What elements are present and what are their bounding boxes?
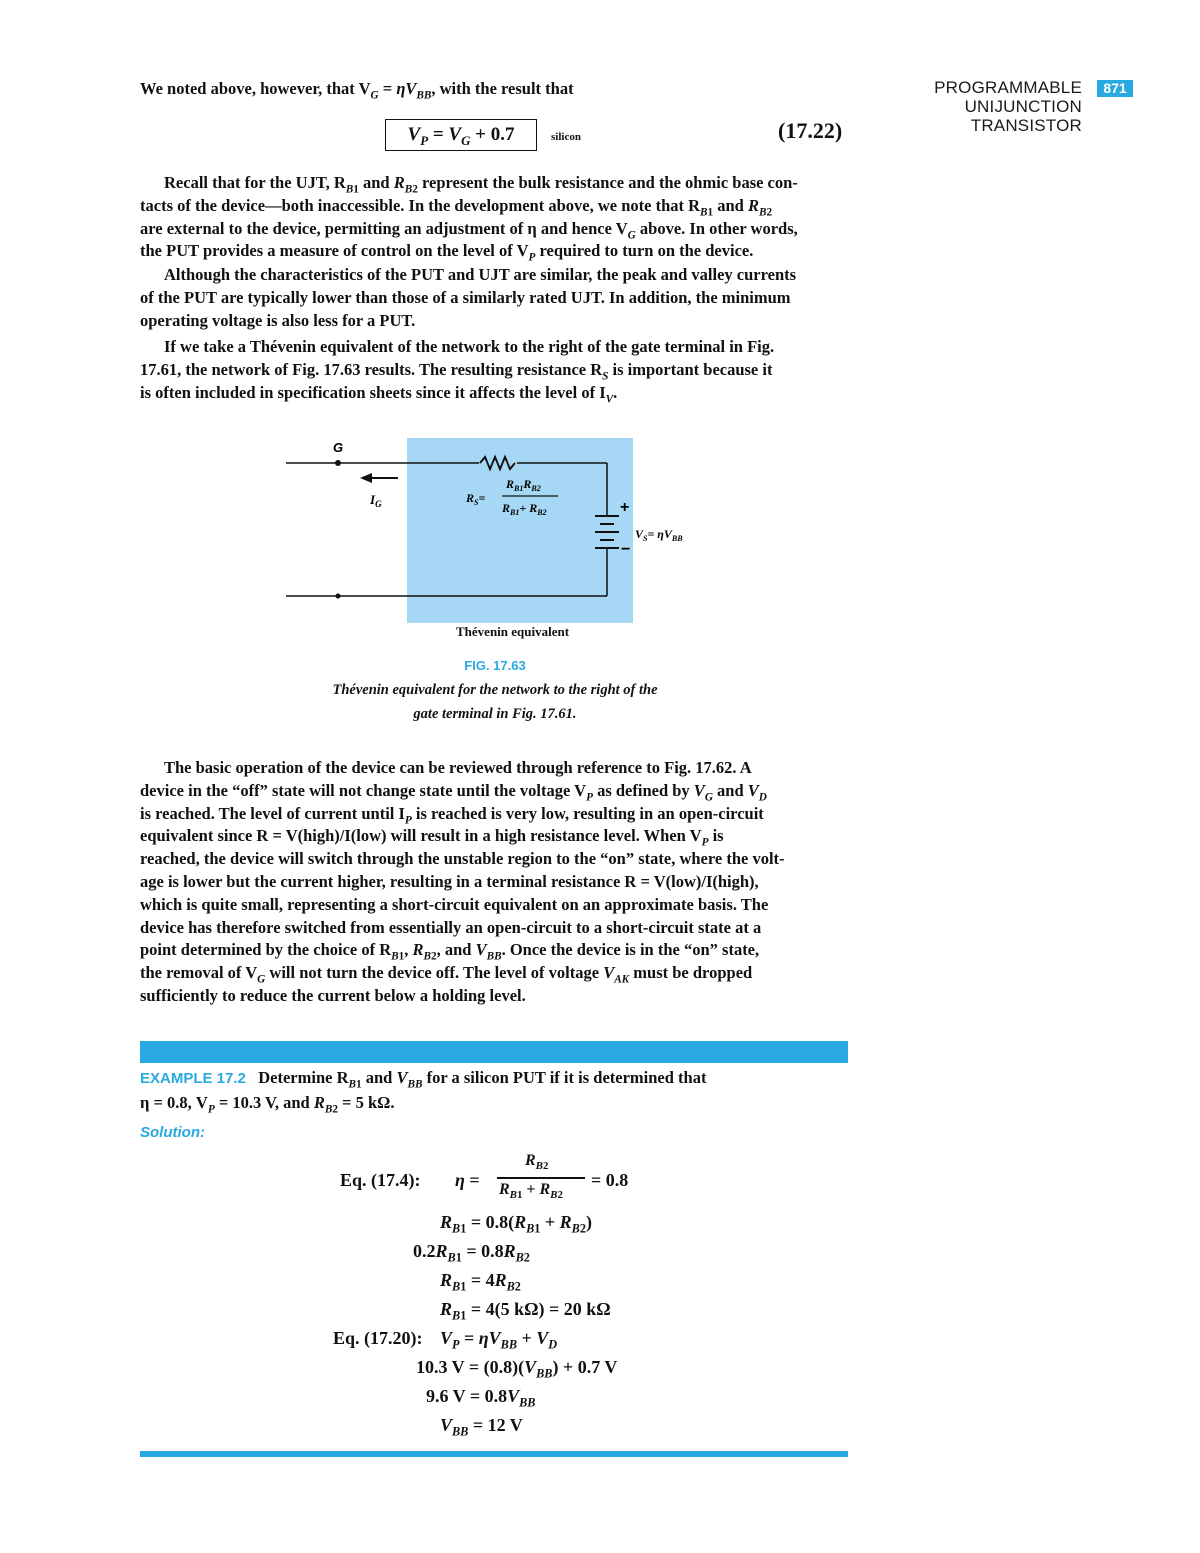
figure-label: FIG. 17.63 <box>464 658 526 673</box>
gate-terminal <box>335 460 341 466</box>
paragraph-4: The basic operation of the device can be reviewed through reference to Fig. 17.62. A device in the “off” state will not change state until the voltage $V_P$ as defined by $V_G$ and $V_D$ is reached. The level of current until $I_P$ is reached is very low, resulting in an open-circuit equivalent since R = V(high)/I(low) will result in a high resistance level. When $V_P$ is reached, the device will switch through the unstable region to the “on” state, where the volt- age is lower but the current higher, resulting in a terminal resistance R = V(low)/I(high), which is quite small, representing a short-circuit equivalent on an approximate basis. The device has therefore switched from essentially an open-circuit to a short-circuit state at a point determined by the choice of $R_{B1}$, $R_{B2}$, and $V_{BB}$. Once the device is in the “on” state, the removal of $V_G$ will not turn the device off. The level of voltage $V_{AK}$ must be dropped sufficiently to reduce the current below a holding level. <box>140 757 848 1008</box>
current-label: $I_G$ <box>370 492 382 509</box>
text-line: age is lower but the current higher, resulting in a terminal resistance R = V(low)/I(high), <box>140 871 759 891</box>
math-line-2: $0.2R_{B1} = 0.8R_{B2}$ <box>413 1241 530 1265</box>
figure-caption <box>300 678 690 726</box>
text-line: device in the “off” state will not change state until the voltage V <box>140 780 587 800</box>
page-number: 871 <box>1097 80 1133 97</box>
math-line-7: 9.6 $V = 0.8V_{BB}$ <box>426 1386 536 1410</box>
rs-numerator: $R_{B1}R_{B2}$ <box>506 477 541 493</box>
running-head <box>934 78 1082 135</box>
text-line: is often included in specification sheets since it affects the level of I <box>140 382 606 402</box>
example-statement: EXAMPLE 17.2 Determine $R_{B1}$ and $V_{BB}$ for a silicon PUT if it is determined that η = 0.8, $V_P = 10.3$ V, and $R_{B2} = 5$ kΩ. <box>140 1068 707 1116</box>
running-head-line: TRANSISTOR <box>970 116 1082 135</box>
text-line: device has therefore switched from essentially an open-circuit to a short-circuit state at a <box>140 917 762 937</box>
equation-note: silicon <box>551 131 581 143</box>
figure-subcaption: Thévenin equivalent <box>456 624 570 639</box>
gate-label: G <box>333 440 344 455</box>
math-line-3: $R_{B1} = 4R_{B2}$ <box>440 1270 521 1294</box>
example-text: η = 0.8, V <box>140 1093 208 1112</box>
text-line: tacts of the device—both inaccessible. In the development above, we note that R <box>140 195 701 215</box>
math-eta-value: = 0.8 <box>591 1170 629 1190</box>
math-line-8: $V_{BB} = 12$ V <box>440 1415 523 1439</box>
equation-box: $V_P = V_G + 0.7$ <box>385 119 537 151</box>
eq-ref-2: Eq. (17.20): <box>333 1328 423 1348</box>
text-line: Although the characteristics of the PUT and UJT are similar, the peak and valley currents <box>164 265 797 284</box>
math-frac-num: $R_{B2}$ <box>525 1152 549 1173</box>
circuit-diagram <box>280 436 740 626</box>
paragraph-2 <box>140 264 848 332</box>
vs-label: $V_S= \eta V_{BB}$ <box>635 527 683 543</box>
math-line-6: 10.3 $V = (0.8)(V_{BB}) + 0.7$ V <box>416 1357 618 1381</box>
running-head-line: PROGRAMMABLE <box>934 78 1082 97</box>
rs-denominator: $R_{B1}+ R_{B2}$ <box>502 501 547 517</box>
text-line: which is quite small, representing a short-circuit equivalent on an approximate basis. The <box>140 894 769 914</box>
text-line: Recall that for the UJT, R <box>164 173 346 192</box>
text-line: operating voltage is also less for a PUT. <box>140 310 416 330</box>
text-line: The basic operation of the device can be reviewed through reference to Fig. 17.62. A <box>164 758 752 777</box>
text-line: 17.61, the network of Fig. 17.63 results. The resulting resistance R <box>140 359 603 379</box>
text-line: the removal of V <box>140 963 258 983</box>
example-text: Determine R <box>258 1068 349 1087</box>
math-frac-den: $R_{B1} + R_{B2}$ <box>499 1181 563 1202</box>
math-eta: η = <box>455 1170 480 1190</box>
plus-sign: + <box>620 499 630 516</box>
example-label: EXAMPLE 17.2 <box>140 1070 246 1087</box>
text-line: the PUT provides a measure of control on the level of V <box>140 241 529 261</box>
eq-ref-1: Eq. (17.4): <box>340 1170 421 1190</box>
example-top-bar <box>140 1041 848 1063</box>
math-frac-bar <box>497 1177 585 1179</box>
paragraph-3: If we take a Thévenin equivalent of the network to the right of the gate terminal in Fig. 17.61, the network of Fig. 17.63 results. The resulting resistance $R_S$ is important because it is often included in specification sheets since it affects the level of $I_V$. <box>140 336 848 404</box>
result-rb1: 20 kΩ <box>563 1299 611 1319</box>
equation-number: (17.22) <box>778 118 843 143</box>
caption-line: gate terminal in Fig. 17.61. <box>413 706 577 722</box>
text-line: of the PUT are typically lower than those of a similarly rated UJT. In addition, the minimum <box>140 287 791 307</box>
math-line-4: $R_{B1} = 4(5$ kΩ) = 20 kΩ <box>440 1299 611 1323</box>
text-line: sufficiently to reduce the current below a holding level. <box>140 985 526 1005</box>
math-line-5: $V_P = \eta V_{BB} + V_D$ <box>440 1328 558 1352</box>
text-line: equivalent since R = V(high)/I(low) will result in a high resistance level. When V <box>140 826 702 846</box>
result-vbb: 12 V <box>487 1415 523 1435</box>
text-line: reached, the device will switch through the unstable region to the “on” state, where the volt- <box>140 849 785 869</box>
solution-label: Solution: <box>140 1124 205 1141</box>
text-line: If we take a Thévenin equivalent of the network to the right of the gate terminal in Fig. <box>164 337 775 356</box>
rs-label: $R_S=$ <box>466 491 486 507</box>
intro-text: We noted above, however, that V <box>140 79 371 98</box>
bottom-terminal <box>336 594 341 599</box>
text-line: point determined by the choice of R <box>140 940 392 960</box>
minus-sign: − <box>621 541 631 558</box>
intro-paragraph: We noted above, however, that $V_G = \eta V_{BB}$, with the result that <box>140 79 574 102</box>
text-line: are external to the device, permitting an adjustment of η and hence V <box>140 218 628 238</box>
running-head-line: UNIJUNCTION <box>964 97 1082 116</box>
example-bottom-bar <box>140 1451 848 1457</box>
paragraph-1: Recall that for the UJT, $R_{B1}$ and $R_{B2}$ represent the bulk resistance and the ohmic base con- tacts of the device—both inaccessible. In the development above, we note that $R_{B1}$ and $R_{B2}$ are external to the device, permitting an adjustment of η and hence $V_G$ above. In other words, the PUT provides a measure of control on the level of $V_P$ required to turn on the device. <box>140 173 798 264</box>
caption-line: Thévenin equivalent for the network to the right of the <box>332 682 658 698</box>
math-line-1: $R_{B1} = 0.8(R_{B1} + R_{B2})$ <box>440 1212 592 1236</box>
text-line: is reached. The level of current until I <box>140 803 405 823</box>
